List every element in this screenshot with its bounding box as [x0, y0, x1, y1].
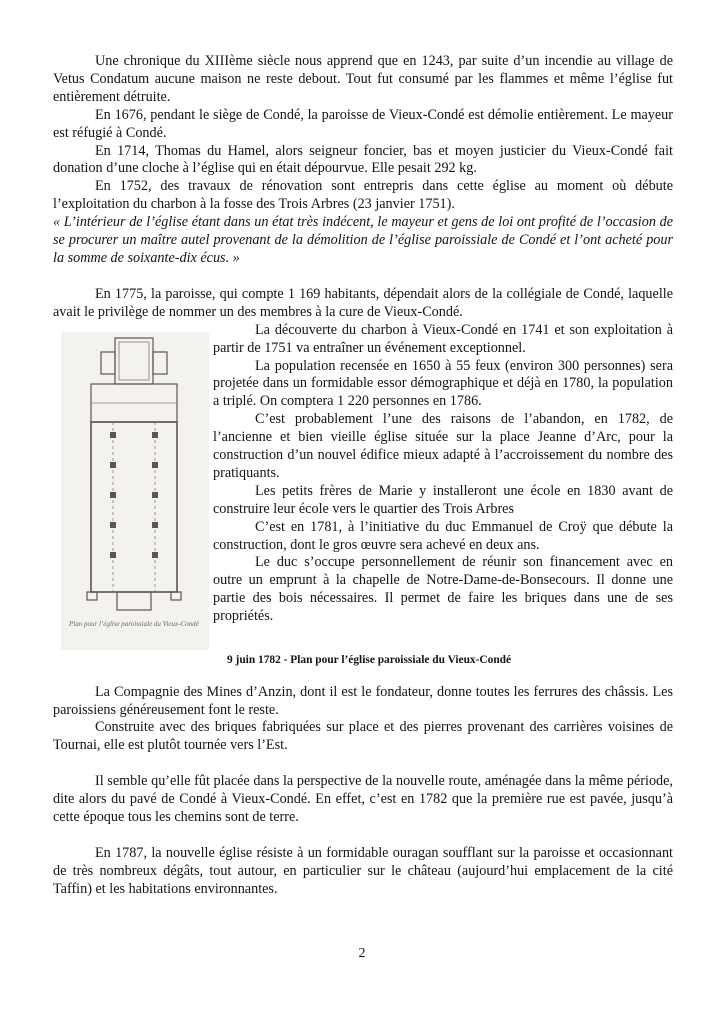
paragraph-1714: En 1714, Thomas du Hamel, alors seigneur foncier, bas et moyen justicier du Vieux-Condé fait donation d’une cloche à l’église qui en était dépourvue. Elle pesait 292 kg. [53, 142, 673, 177]
church-plan-image [61, 332, 209, 650]
paragraph-1781: C’est en 1781, à l’initiative du duc Emmanuel de Croÿ que débute la construction, dont le gros œuvre sera achevé en deux ans. [213, 518, 673, 553]
paragraph-1775: En 1775, la paroisse, qui compte 1 169 habitants, dépendait alors de la collégiale de Condé, laquelle avait le privilège de nommer un des membres à la cure de Vieux-Condé. [53, 285, 673, 320]
figure-and-text [53, 322, 673, 640]
paragraph-1243: Une chronique du XIIIème siècle nous apprend que en 1243, par suite d’un incendie au village de Vetus Condatum aucune maison ne reste debout. Tout fut consumé par les flammes et même l’église fut entièrement détruite. [53, 53, 673, 105]
document-page [53, 53, 673, 899]
paragraph-population: La population recensée en 1650 à 55 feux (environ 300 personnes) sera projetée dans un formidable essor démographique et déjà en 1780, la population a triplé. On comptera 1 220 personnes en 1786. [213, 357, 673, 410]
paragraph-tournai: Construite avec des briques fabriquées sur place et des pierres provenant des carrières voisines de Tournai, elle est plutôt tournée vers l’Est. [53, 719, 673, 754]
paragraph-route: Il semble qu’elle fût placée dans la perspective de la nouvelle route, aménagée dans la même période, dite alors du pavé de Condé à Vieux-Condé. En effet, c’est en 1782 que la première rue est pavée, jusqu’à cette époque tous les chemins sont de terre. [53, 773, 673, 826]
paragraph-abandon: C’est probablement l’une des raisons de l’abandon, en 1782, de l’ancienne et bien vieille église située sur la place Jeanne d’Arc, pour la construction d’un nouvel édifice mieux adapté à l’accroissement du nombre des pratiquants. [213, 411, 673, 481]
figure-caption: 9 juin 1782 - Plan pour l’église paroissiale du Vieux-Condé [227, 653, 512, 666]
church-plan-figure [53, 322, 207, 640]
paragraph-financement: Le duc s’occupe personnellement de réunir son financement avec en outre un emprunt à la chapelle de Notre-Dame-de-Bonsecours. Il donne une partie des bois nécessaires. Il permet de faire les briques dans une de ses propriétés. [213, 554, 673, 625]
side-text-column [213, 322, 673, 640]
paragraph-freres-marie: Les petits frères de Marie y installeront une école en 1830 avant de construire leur école vers le quartier des Trois Arbres [213, 482, 673, 517]
church-floor-plan [61, 332, 209, 650]
paragraph-charbon: La découverte du charbon à Vieux-Condé en 1741 et son exploitation à partir de 1751 va entraîner un événement exceptionnel. [213, 321, 673, 356]
page-number: 2 [358, 946, 366, 961]
quote-paragraph: « L’intérieur de l’église étant dans un état très indécent, le mayeur et gens de loi ont profité de l’occasion de se procurer un maître autel provenant de la démolition de l’église paroissiale de Condé et l’ont acheté pour la somme de soixante-dix écus. » [53, 214, 673, 266]
plan-handwritten-inscription: Plan pour l’église paroissiale du Vieux-Condé [69, 619, 199, 628]
paragraph-1676: En 1676, pendant le siège de Condé, la paroisse de Vieux-Condé est démolie entièrement. Le mayeur est réfugié à Condé. [53, 106, 673, 141]
paragraph-1752: En 1752, des travaux de rénovation sont entrepris dans cette église au moment où débute l’exploitation du charbon à la fosse des Trois Arbres (23 janvier 1751). [53, 178, 673, 213]
paragraph-1787: En 1787, la nouvelle église résiste à un formidable ouragan soufflant sur la paroisse et occasionnant de très nombreux dégâts, tout autour, en particulier sur le château (aujourd’hui emplacement de la cité Taffin) et les habitations environnantes. [53, 844, 673, 897]
paragraph-anzin: La Compagnie des Mines d’Anzin, dont il est le fondateur, donne toutes les ferrures des châssis. Les paroissiens généreusement font le reste. [53, 683, 673, 718]
